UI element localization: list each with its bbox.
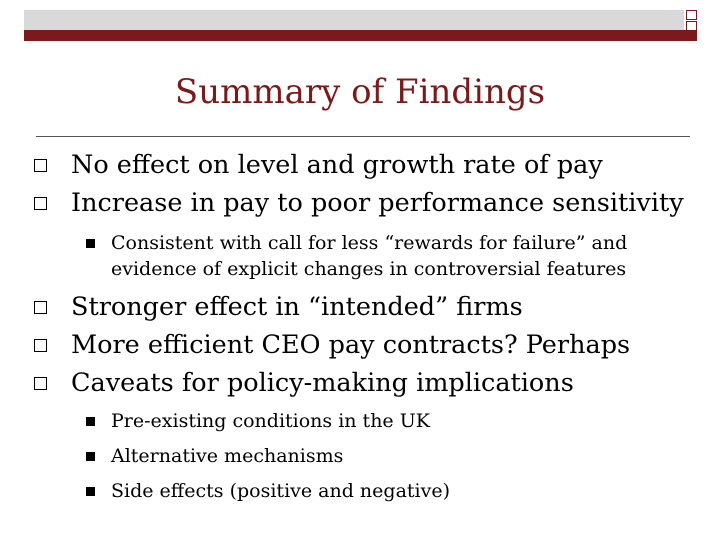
corner-box-top [686,10,697,20]
header-band [24,10,684,30]
filled-square-bullet-icon [86,487,95,496]
filled-square-bullet-icon [86,417,95,426]
slide-title: Summary of Findings [174,72,546,112]
sub-bullet-item [34,478,704,504]
bullet-text: Caveats for policy-making implications [71,368,574,398]
bullet-list [34,146,704,504]
sub-bullet-item [34,443,704,469]
sub-bullet-text: Side effects (positive and negative) [111,480,451,502]
bullet-item [34,288,704,326]
corner-box-middle [686,21,697,31]
sub-bullet-item [34,230,704,282]
bullet-item [34,326,704,364]
bullet-text: No effect on level and growth rate of pay [71,150,603,180]
corner-box-bottom [686,31,697,41]
filled-square-bullet-icon [86,452,95,461]
bullet-item [34,146,704,184]
bullet-text: Stronger effect in “intended” firms [71,292,523,322]
hollow-square-bullet-icon [34,377,47,390]
hollow-square-bullet-icon [34,339,47,352]
hollow-square-bullet-icon [34,301,47,314]
hollow-square-bullet-icon [34,159,47,172]
hollow-square-bullet-icon [34,197,47,210]
sub-bullet-item [34,408,704,434]
header-accent-bar [24,30,697,41]
sub-bullet-text: Alternative mechanisms [111,445,344,467]
bullet-text: More efficient CEO pay contracts? Perhaps [71,330,631,360]
sub-bullet-text: Consistent with call for less “rewards for failure” and evidence of explicit changes in controversial features [111,232,628,280]
bullet-item [34,364,704,402]
sub-bullet-text: Pre-existing conditions in the UK [111,410,430,432]
bullet-item [34,184,704,222]
bullet-text: Increase in pay to poor performance sensitivity [71,188,684,218]
filled-square-bullet-icon [86,239,95,248]
title-divider [36,136,690,137]
